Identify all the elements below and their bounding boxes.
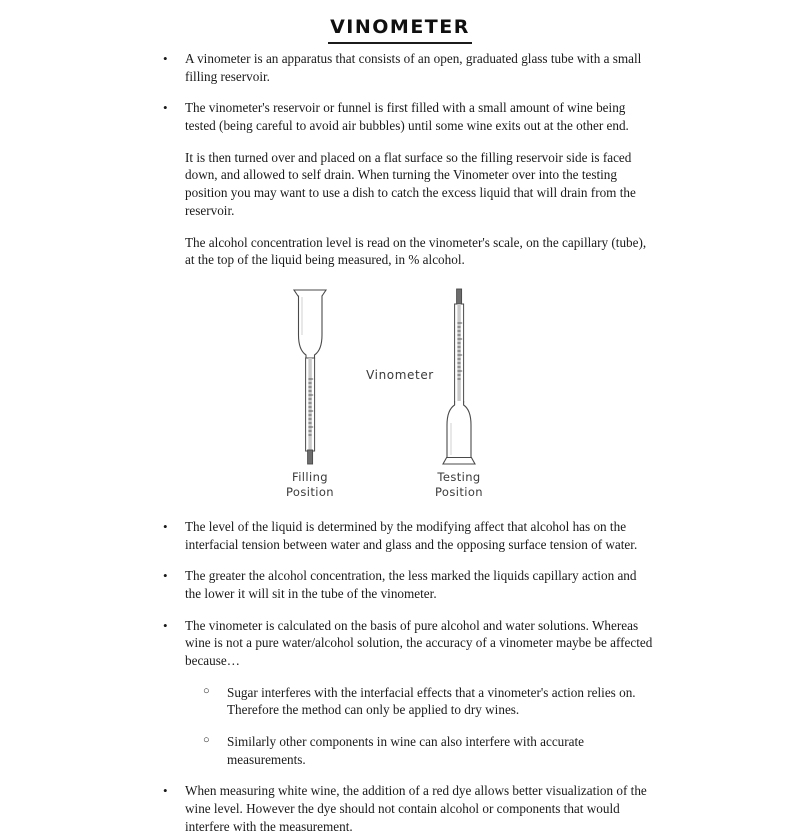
list-item — [145, 567, 655, 602]
bullet-marker-icon: • — [163, 518, 168, 534]
tube-bore-right — [457, 304, 460, 402]
sub-list-item — [185, 684, 655, 719]
bullet-list-bottom — [0, 518, 800, 670]
caption-testing-line2: Position — [435, 484, 483, 499]
list-item-text: The greater the alcohol concentration, the less marked the liquids capillary action and the lower it will sit in the tube of the vinometer. — [185, 568, 637, 601]
page-title-container — [0, 0, 800, 44]
sub-bullet-list — [185, 684, 655, 769]
tube-bore-left — [308, 358, 311, 451]
list-item-text: A vinometer is an apparatus that consists of an open, graduated glass tube with a small filling reservoir. — [185, 51, 642, 84]
figure-center-label: Vinometer — [366, 367, 434, 382]
sub-list-item — [185, 733, 655, 768]
capillary-tube-left — [306, 358, 315, 464]
list-item — [145, 518, 655, 553]
list-item-text: When measuring white wine, the addition of a red dye allows better visualization of the wine level. However the dye should not contain alcohol or components that would interfere with the measurement. — [185, 783, 647, 834]
bullet-list-top — [0, 50, 800, 135]
paragraph-reading-scale: The alcohol concentration level is read on the vinometer's scale, on the capillary (tube), at the top of the liquid being measured, in % alcohol. — [185, 234, 647, 268]
vinometer-diagram — [270, 283, 530, 508]
tube-tip-left — [308, 450, 313, 464]
content-bottom — [0, 518, 800, 836]
list-item — [145, 50, 655, 85]
paragraph-turning-over: It is then turned over and placed on a flat surface so the filling reservoir side is faced down, and allowed to self drain. When turning the Vinometer over into the testing position you may want to use a dish to catch the excess liquid that will drain from the reservoir. — [185, 149, 636, 218]
caption-filling-line1: Filling — [292, 469, 328, 484]
list-item — [145, 617, 655, 670]
bullet-marker-icon: • — [163, 617, 168, 633]
list-item — [145, 782, 655, 835]
list-item-text: The vinometer's reservoir or funnel is first filled with a small amount of wine being tested (being careful to avoid air bubbles) until some wine exits out at the other end. — [185, 100, 629, 134]
bullet-marker-icon: • — [163, 783, 168, 799]
sub-list-item-text: Sugar interferes with the interfacial effects that a vinometer's action relies on. Therefore the method can only be applied to dry wines. — [227, 684, 636, 718]
vinometer-svg — [270, 283, 530, 508]
page-title: vinometer — [328, 9, 472, 44]
bullet-list-final — [0, 782, 800, 835]
sub-bullet-marker-icon: ○ — [203, 684, 210, 697]
funnel-base-right — [443, 457, 475, 464]
device-testing-position — [435, 289, 483, 499]
content-top — [0, 50, 800, 269]
list-item — [145, 99, 655, 134]
sub-bullet-marker-icon: ○ — [203, 734, 210, 747]
bullet-marker-icon: • — [163, 51, 168, 67]
capillary-tube-right — [455, 304, 464, 402]
caption-testing-line1: Testing — [437, 469, 481, 484]
device-filling-position — [286, 290, 334, 499]
sub-list-item-text: Similarly other components in wine can also interfere with accurate measurements. — [227, 734, 585, 767]
bullet-marker-icon: • — [163, 568, 168, 584]
tube-tip-right — [457, 289, 462, 305]
funnel-rim-left — [294, 290, 326, 296]
caption-filling-line2: Position — [286, 484, 334, 499]
list-item-text: The level of the liquid is determined by the modifying affect that alcohol has on the interfacial tension between water and glass and the opposing surface tension of water. — [185, 518, 638, 552]
funnel-reservoir-right — [443, 401, 475, 464]
bullet-marker-icon: • — [163, 100, 168, 116]
funnel-reservoir-left — [294, 290, 326, 359]
list-item-text: The vinometer is calculated on the basis of pure alcohol and water solutions. Whereas wine is not a pure water/alcohol solution, the accuracy of a vinometer maybe be affected because… — [185, 617, 653, 669]
